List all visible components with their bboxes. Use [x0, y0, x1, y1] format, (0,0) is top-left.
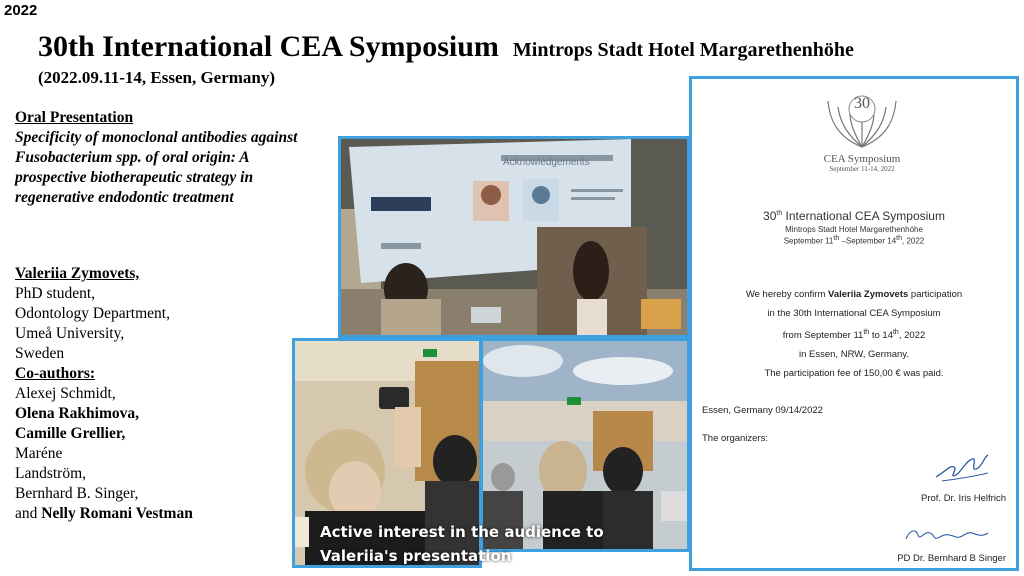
signature-icon	[932, 451, 992, 485]
coauthor-last	[15, 504, 315, 524]
signature-icon	[902, 525, 992, 545]
dates-sup: th	[833, 235, 840, 242]
certificate-title	[692, 209, 1016, 223]
presenter-line: Odontology Department,	[15, 305, 170, 322]
slide-heading: Acknowledgements	[503, 157, 590, 168]
year-label: 2022	[4, 2, 38, 19]
dates-sup: th	[896, 235, 903, 242]
confirm-line	[692, 323, 1016, 345]
symposium-title: 30th International CEA Symposium	[38, 30, 499, 63]
dates-part: September 11	[783, 236, 834, 246]
certificate-body	[692, 285, 1016, 383]
coauthor: Camille Grellier,	[15, 425, 126, 442]
caption-line: Valeriia's presentation	[320, 547, 512, 565]
presentation-info	[15, 108, 315, 524]
signatory-name: PD Dr. Bernhard B Singer	[897, 553, 1006, 564]
logo-dates: September 11-14, 2022	[829, 165, 895, 173]
line3-part: from September 11	[782, 330, 864, 342]
title-number: 30	[763, 209, 777, 223]
section-label: Oral Presentation	[15, 109, 134, 126]
confirm-text: We hereby confirm	[745, 289, 829, 300]
presentation-scene-image	[341, 139, 687, 335]
confirm-line: in the 30th International CEA Symposium	[767, 308, 941, 319]
certificate-dates	[692, 235, 1016, 246]
confirm-line: in Essen, NRW, Germany.	[799, 349, 909, 361]
place-date: Essen, Germany 09/14/2022	[702, 405, 823, 416]
symposium-venue: Mintrops Stadt Hotel Margarethenhöhe	[512, 39, 854, 61]
confirm-line: The participation fee of 150,00 € was paid.	[764, 368, 944, 380]
logo-number: 30	[854, 95, 870, 112]
certificate-venue: Mintrops Stadt Hotel Margarethenhöhe	[785, 225, 923, 234]
coauthor-prefix: and	[15, 505, 42, 522]
signatory-name: Prof. Dr. Iris Helfrich	[921, 493, 1006, 504]
presenter-line: Umeå University,	[15, 325, 125, 342]
organizers-label: The organizers:	[702, 433, 769, 444]
coauthor: Landström,	[15, 465, 87, 482]
participation-certificate	[689, 76, 1019, 571]
symposium-dates: (2022.09.11-14, Essen, Germany)	[38, 68, 276, 87]
title-text: International CEA Symposium	[782, 209, 945, 223]
line3-part: , 2022	[898, 330, 926, 342]
caption-line: Active interest in the audience to	[320, 523, 604, 541]
coauthor-last-name: Nelly Romani Vestman	[41, 505, 193, 522]
participant-name: Valeriia Zymovets	[828, 289, 909, 300]
presenter-line: PhD student,	[15, 285, 96, 302]
dates-part: , 2022	[902, 236, 925, 246]
page-title	[38, 30, 854, 64]
presentation-photo	[338, 136, 690, 338]
logo-name: CEA Symposium	[823, 153, 901, 165]
confirm-text: participation	[908, 289, 963, 300]
cea-logo-icon	[822, 89, 902, 151]
dates-part: –September 14	[839, 236, 897, 246]
presenter-line: Sweden	[15, 345, 65, 362]
audience-scene-image	[483, 341, 687, 549]
coauthor: Maréne	[15, 445, 63, 462]
coauthor: Olena Rakhimova,	[15, 405, 140, 422]
presentation-title: Specificity of monoclonal antibodies against Fusobacterium spp. of oral origin: A prospective biotherapeutic strategy in regenerative endodontic treatment	[15, 129, 298, 206]
title-suffix: th	[776, 210, 783, 217]
line3-sup: th	[863, 329, 870, 336]
line3-sup: th	[892, 329, 899, 336]
confirm-line	[692, 285, 1016, 304]
coauthor: Alexej Schmidt,	[15, 385, 116, 402]
presenter-name: Valeriia Zymovets,	[15, 265, 140, 282]
coauthors-label: Co-authors:	[15, 365, 96, 382]
line3-part: to 14	[869, 330, 893, 342]
photo-caption	[320, 520, 604, 568]
coauthor: Bernhard B. Singer,	[15, 485, 139, 502]
